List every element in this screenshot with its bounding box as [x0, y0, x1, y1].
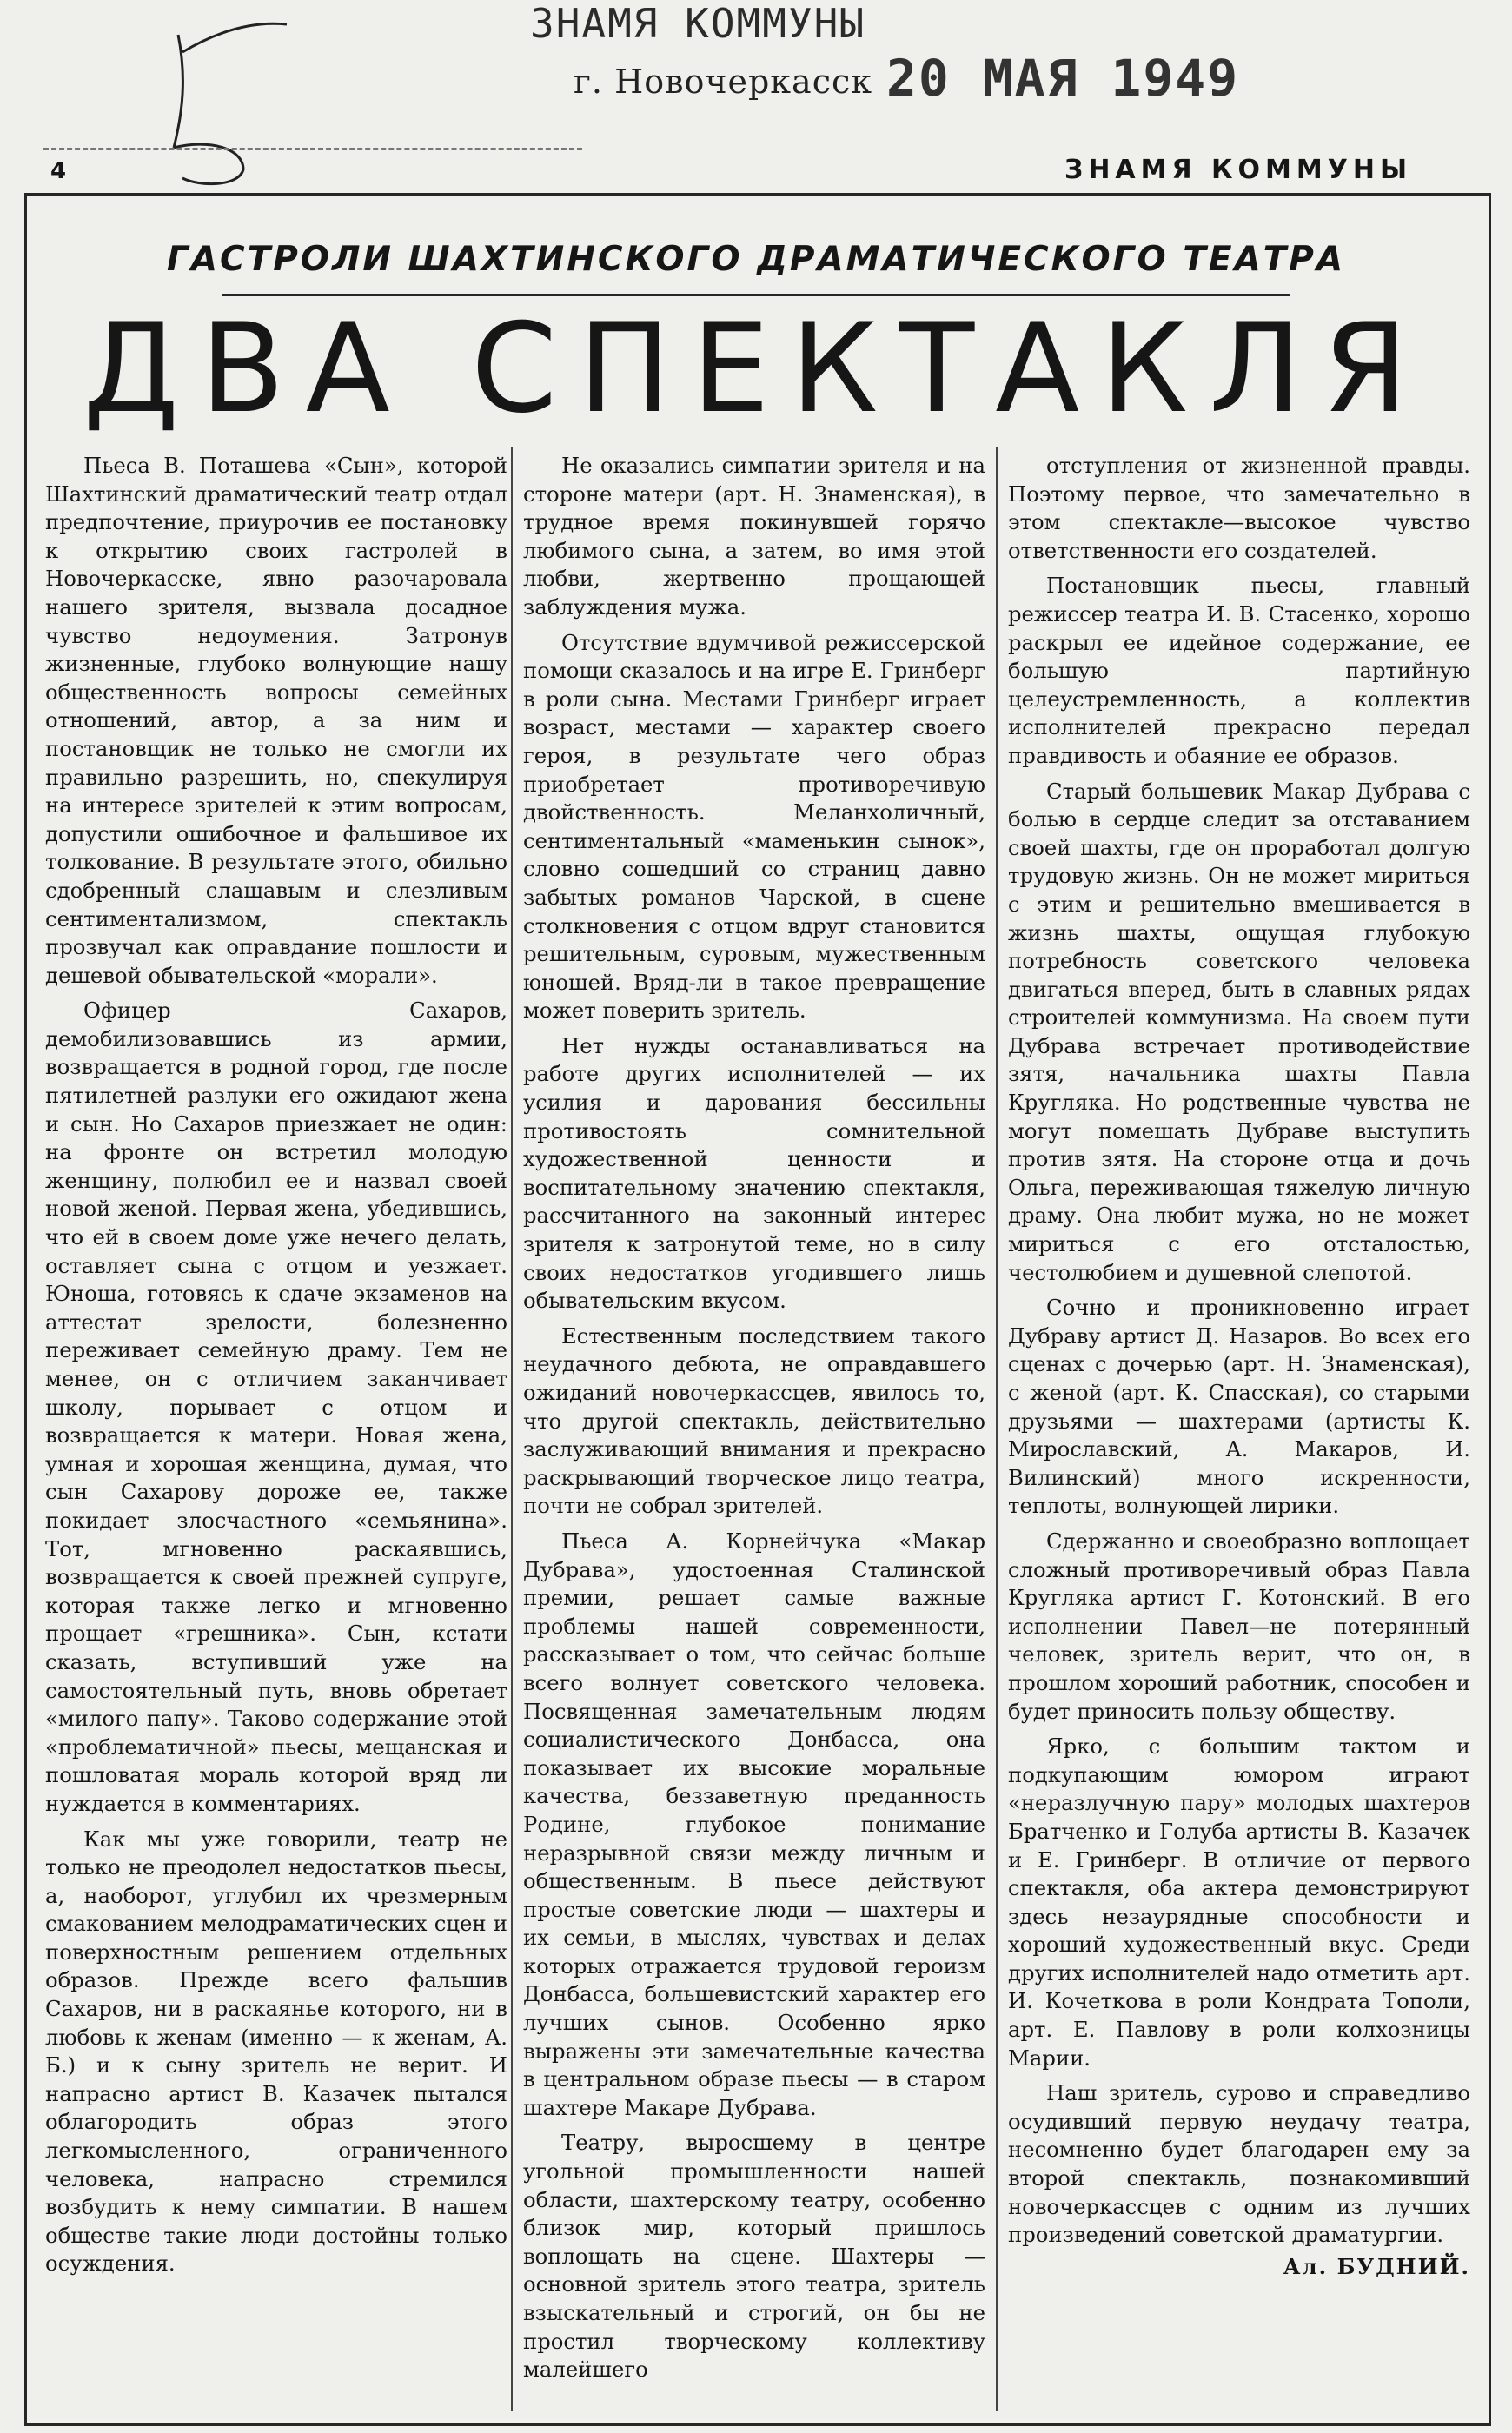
- article-headline: ДВА СПЕКТАКЛЯ: [83, 297, 1429, 441]
- paragraph: Нет нужды останавливаться на работе других исполнителей — их усилия и дарования бессильны противостоять сомнительной художественной ценности и воспитательному значению спектакля, рассчитанного на законный интерес зрителя к затронутой теме, но в силу своих недостатков угодившего лишь обывательским вкусом.: [523, 1032, 985, 1314]
- paragraph: Ярко, с большим тактом и подкупающим юмором играют «неразлучную пару» молодых шахтеров Братченко и Голуба артисты В. Казачек и Е. Гринберг. В отличие от первого спектакля, оба актера демонстрируют здесь незаурядные способности и хороший художественный вкус. Среди других исполнителей надо отметить арт. И. Кочеткова в роли Кондрата Тополи, арт. Е. Павлову в роли колхозницы Марии.: [1008, 1734, 1470, 2071]
- paragraph: Постановщик пьесы, главный режиссер театра И. В. Стасенко, хорошо раскрыл ее идейное содержание, ее большую партийную целеустремленность, а коллектив исполнителей прекрасно передал правдивость и обаяние ее образов.: [1008, 573, 1470, 768]
- paragraph: Пьеса В. Поташева «Сын», которой Шахтинский драматический театр отдал предпочтение, приурочив ее постановку к открытию своих гастролей в Новочеркасске, явно разочаровала нашего зрителя, вызвала досадное чувство недоумения. Затронув жизненные, глубоко волнующие нашу общественность вопросы семейных отношений, автор, а за ним и постановщик не только не смогли их правильно разрешить, но, спекулируя на интересе зрителей к этим вопросам, допустили ошибочное и фальшивое их толкование. В результате этого, обильно сдобренный слащавым и слезливым сентиментализмом, спектакль прозвучал как оправдание пошлости и дешевой обывательской «морали».: [45, 453, 507, 988]
- newspaper-masthead: ЗНАМЯ КОММУНЫ: [1064, 155, 1413, 185]
- paragraph: Не оказались симпатии зрителя и на стороне матери (арт. Н. Знаменская), в трудное время покинувшей горячо любимого сына, а затем, во имя этой любви, жертвенно прощающей заблуждения мужа.: [523, 453, 985, 620]
- paragraph: отступления от жизненной правды. Поэтому первое, что замечательно в этом спектакле—высокое чувство ответственности его создателей.: [1008, 453, 1470, 563]
- paragraph: Наш зритель, сурово и справедливо осудивший первую неудачу театра, несомненно будет благодарен ему за второй спектакль, познакомивший новочеркассцев с одним из лучших произведений советской драматургии.: [1008, 2080, 1470, 2248]
- paragraph: Сочно и проникновенно играет Дубраву артист Д. Назаров. Во всех его сценах с дочерью (арт. Н. Знаменская), с женой (арт. К. Спасская), со старыми друзьями — шахтерами (артисты К. Мирославский, А. Макаров, И. Вилинский) много искренности, теплоты, волнующей лирики.: [1008, 1295, 1470, 1519]
- column-divider: [511, 447, 513, 2411]
- paragraph: Театру, выросшему в центре угольной промышленности нашей области, шахтерскому театру, особенно близок мир, который пришлось воплощать на сцене. Шахтеры — основной зритель этого театра, зритель взыскательный и строгий, он бы не простил творческому коллективу малейшего: [523, 2130, 985, 2383]
- paragraph: Отсутствие вдумчивой режиссерской помощи сказалось и на игре Е. Гринберг в роли сына. Местами Гринберг играет возраст, местами — характер своего героя, в результате чего образ приобретает противоречивую двойственность. Меланхоличный, сентиментальный «маменькин сынок», словно сошедший со страниц давно забытых романов Чарской, в сцене столкновения с отцом вдруг становится решительным, суровым, мужественным юношей. Вряд-ли в такое превращение может поверить зритель.: [523, 629, 985, 1024]
- paragraph: Сдержанно и своеобразно воплощает сложный противоречивый образ Павла Кругляка артист Г. Котонский. В его исполнении Павел—не потерянный человек, зритель верит, что он, в прошлом хороший работник, способен и будет приносить пользу обществу.: [1008, 1528, 1470, 1724]
- author-signature: Ал. БУДНИЙ.: [1283, 2253, 1470, 2279]
- article-column-1: [45, 452, 507, 2278]
- article-kicker: ГАСТРОЛИ ШАХТИНСКОГО ДРАМАТИЧЕСКОГО ТЕАТРА: [166, 240, 1346, 279]
- article-column-2: [523, 452, 985, 2384]
- archive-stamp-city: г. Новочеркасск: [574, 63, 873, 101]
- paragraph: Офицер Сахаров, демобилизовавшись из армии, возвращается в родной город, где после пятилетней разлуки его ожидают жена и сын. Но Сахаров приезжает не один: на фронте он встретил молодую женщину, полюбил ее и назвал своей новой женой. Первая жена, убедившись, что ей в своем доме уже нечего делать, оставляет сына с отцом и уезжает. Юноша, готовясь к сдаче экзаменов на аттестат зрелости, болезненно переживает семейную драму. Тем не менее, он с отличием заканчивает школу, порывает с отцом и возвращается к матери. Новая жена, умная и хорошая женщина, думая, что сын Сахарову дороже ее, также покидает злосчастного «семьянина». Тот, мгновенно раскаявшись, возвращается к своей прежней супруге, которая также легко и мгновенно прощает «грешника». Сын, кстати сказать, вступивший уже на самостоятельный путь, вновь обретает «милого папу». Таково содержание этой «проблематичной» пьесы, мещанская и пошловатая мораль которой вряд ли нуждается в комментариях.: [45, 998, 507, 1816]
- column-divider: [996, 447, 998, 2411]
- article-column-3: [1008, 452, 1470, 2281]
- archive-stamp-newspaper: ЗНАМЯ КОММУНЫ: [530, 0, 866, 47]
- handwritten-mark: [148, 17, 295, 191]
- paragraph: Естественным последствием такого неудачного дебюта, не оправдавшего ожиданий новочеркассцев, явилось то, что другой спектакль, действительно заслуживающий внимания и прекрасно раскрывающий творческое лицо театра, почти не собрал зрителей.: [523, 1323, 985, 1519]
- page-number: 4: [50, 158, 67, 184]
- header-rule: [43, 148, 582, 150]
- paragraph: Старый большевик Макар Дубрава с болью в сердце следит за отставанием своей шахты, где он проработал долгую трудовую жизнь. Он не может мириться с этим и решительно вмешивается в жизнь шахты, ощущая глубокую потребность советского человека двигаться вперед, быть в славных рядах строителей коммунизма. На своем пути Дубрава встречает противодействие зятя, начальника шахты Павла Кругляка. Но родственные чувства не могут помешать Дубраве выступить против зятя. На стороне отца и дочь Ольга, переживающая тяжелую личную драму. Она любит мужа, но не может мириться с его отсталостью, честолюбием и душевной слепотой.: [1008, 778, 1470, 1285]
- paragraph: Как мы уже говорили, театр не только не преодолел недостатков пьесы, а, наоборот, углубил их чрезмерным смакованием мелодраматических сцен и поверхностным решением отдельных образов. Прежде всего фальшив Сахаров, ни в раскаянье которого, ни в любовь к женам (именно — к женам, А. Б.) и к сыну зритель не верит. И напрасно артист В. Казачек пытался облагородить образ этого легкомысленного, ограниченного человека, напрасно стремился возбудить к нему симпатии. В нашем обществе такие люди достойны только осуждения.: [45, 1826, 507, 2277]
- paragraph: Пьеса А. Корнейчука «Макар Дубрава», удостоенная Сталинской премии, решает самые важные проблемы нашей современности, рассказывает о том, что сейчас больше всего волнует советского человека. Посвященная замечательным людям социалистического Донбасса, она показывает их высокие моральные качества, беззаветную преданность Родине, глубокое понимание неразрывной связи между личным и общественным. В пьесе действуют простые советские люди — шахтеры и их семьи, в мыслях, чувствах и делах которых отражается трудовой героизм Донбасса, большевистский характер его лучших сынов. Особенно ярко выражены эти замечательные качества в центральном образе пьесы — в старом шахтере Макаре Дубрава.: [523, 1528, 985, 2120]
- archive-stamp-date: 20 МАЯ 1949: [886, 49, 1240, 108]
